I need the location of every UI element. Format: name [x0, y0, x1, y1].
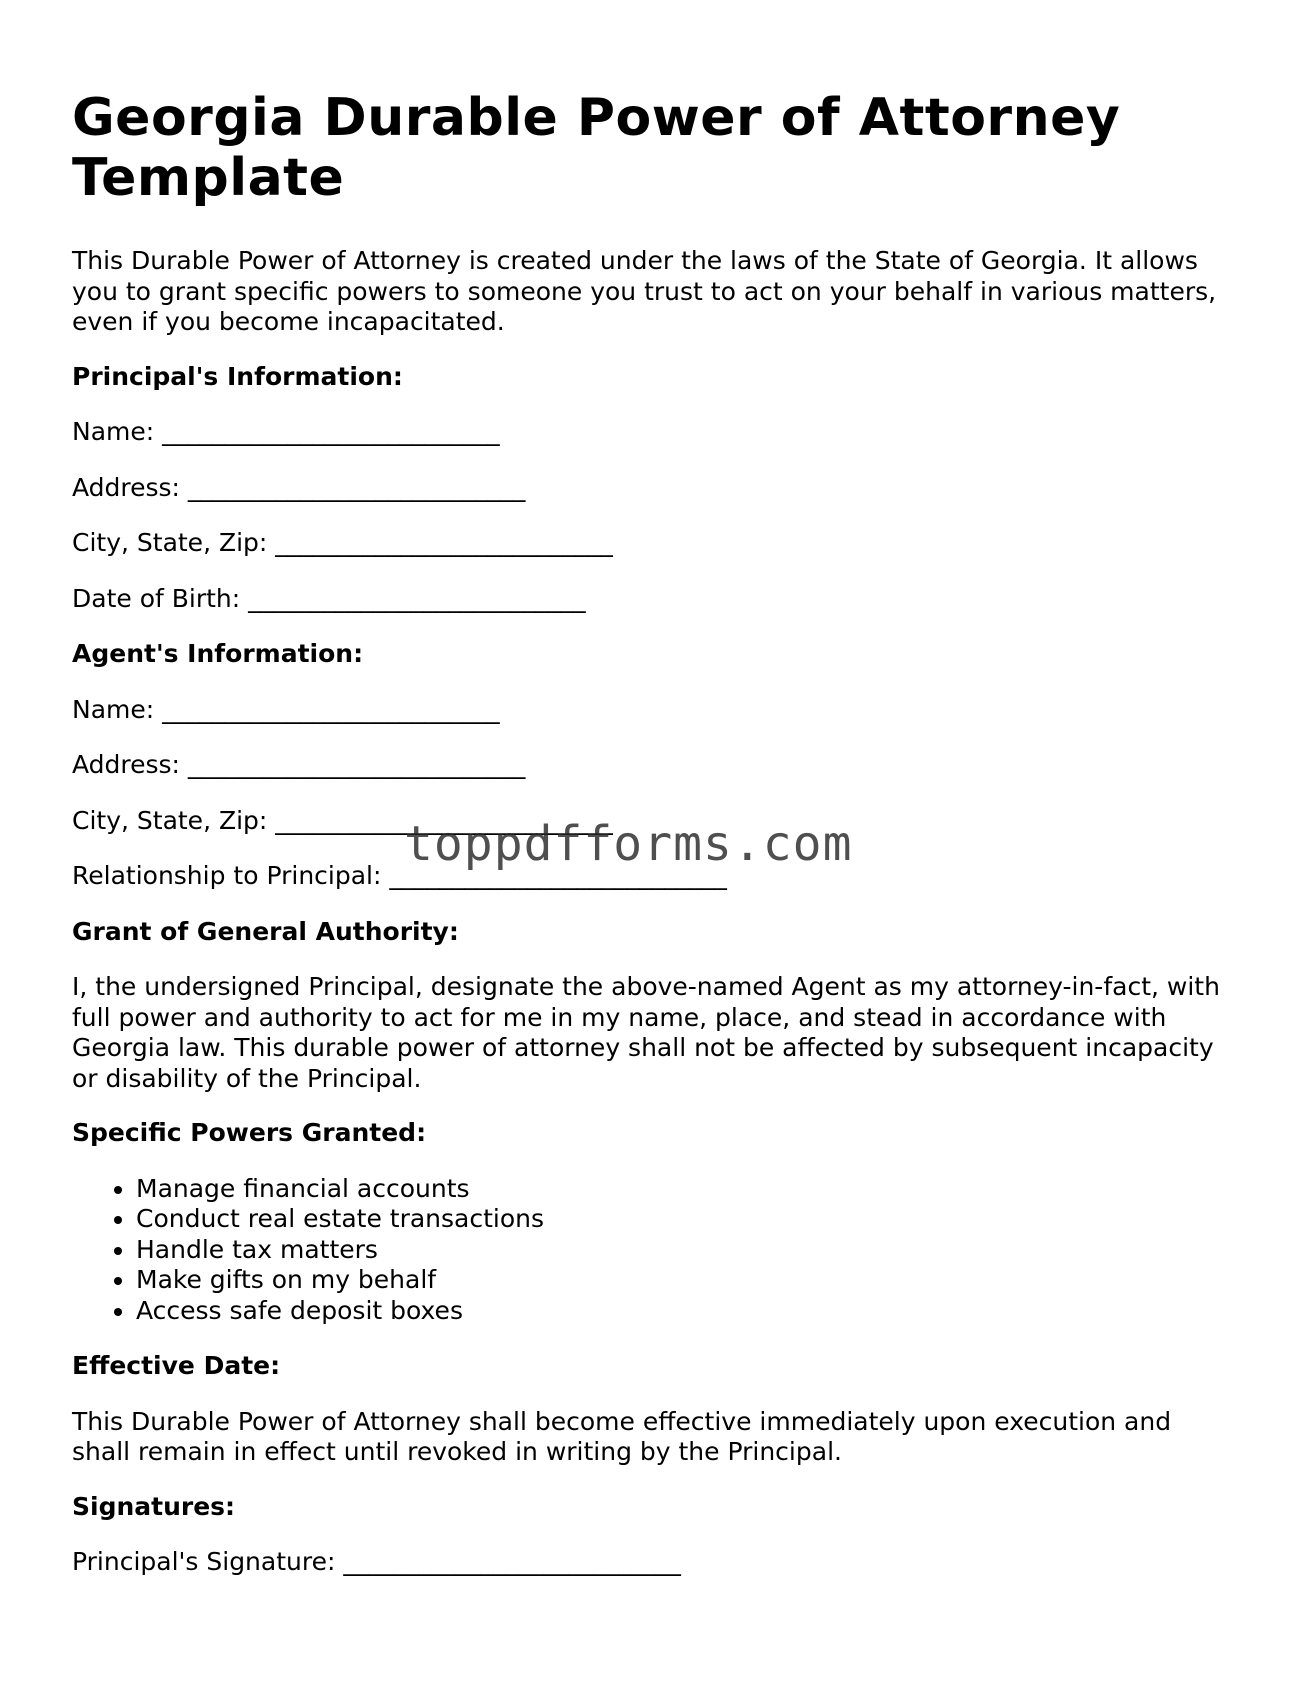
specific-powers-list [72, 1174, 1232, 1327]
agent-heading: Agent's Information: [72, 639, 364, 668]
document-page [72, 88, 1232, 1603]
specific-powers-heading: Specific Powers Granted: [72, 1118, 427, 1147]
general-authority-text: I, the undersigned Principal, designate the above-named Agent as my attorney-in-fact, with full power and authority to act for me in my name, place, and stead in accordance with Georgia law. This durable power of attorney shall not be affected by subsequent incapacity or disability of the Principal. [72, 972, 1220, 1093]
principal-city-state-zip-field: City, State, Zip: ___________________________ [72, 528, 613, 557]
agent-name-field: Name: ___________________________ [72, 694, 500, 724]
watermark: toppdfforms.com [404, 816, 853, 872]
effective-date-text: This Durable Power of Attorney shall become effective immediately upon execution and shall remain in effect until revoked in writing by the Principal. [72, 1406, 1172, 1466]
agent-relationship-field: Relationship to Principal: ___________________________ [72, 861, 727, 890]
principal-address-field: Address: ___________________________ [72, 472, 526, 502]
intro-paragraph: This Durable Power of Attorney is created under the laws of the State of Georgia. It allows you to grant specific powers to someone you trust to act on your behalf in various matters, even if you become incapacitated. [72, 246, 1217, 336]
list-item: • Conduct real estate transactions [136, 1204, 1232, 1235]
general-authority-heading: Grant of General Authority: [72, 916, 459, 946]
list-item: • Access safe deposit boxes [136, 1296, 1232, 1327]
principal-signature-field: Principal's Signature: ___________________________ [72, 1547, 681, 1576]
principal-heading: Principal's Information: [72, 361, 403, 391]
agent-city-state-zip-field: City, State, Zip: ___________________________ [72, 805, 613, 835]
principal-name-field: Name: ___________________________ [72, 417, 500, 446]
signatures-heading: Signatures: [72, 1491, 236, 1521]
effective-date-heading: Effective Date: [72, 1351, 281, 1380]
list-item: • Handle tax matters [136, 1235, 1232, 1266]
list-item: • Make gifts on my behalf [136, 1265, 1232, 1296]
agent-address-field: Address: ___________________________ [72, 750, 526, 779]
principal-dob-field: Date of Birth: ___________________________ [72, 583, 586, 613]
page-title: Georgia Durable Power of Attorney Template [72, 88, 1121, 208]
list-item: • Manage financial accounts [136, 1174, 1232, 1205]
